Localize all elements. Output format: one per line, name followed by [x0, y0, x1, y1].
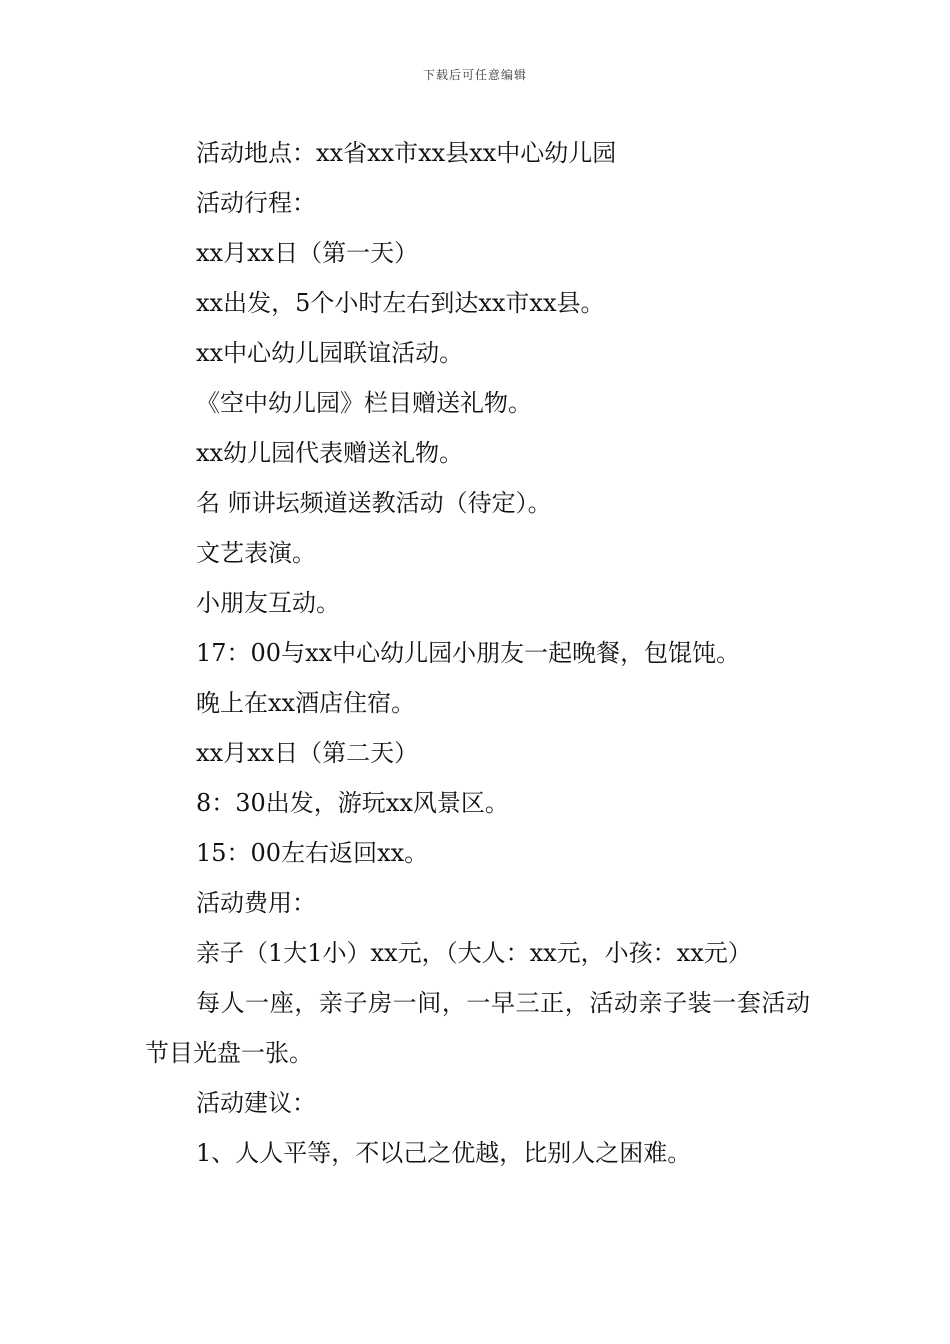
paragraph-price: 亲子（1大1小）xx元，（大人：xx元，小孩：xx元） — [196, 939, 752, 967]
text-line-suggestion-heading: 活动建议： — [196, 1089, 316, 1117]
text-line-cost-heading: 活动费用： — [196, 889, 316, 917]
text-line-teaching-activity: 名 师讲坛频道送教活动（待定）。 — [196, 489, 552, 517]
paragraph-included-items: 每人一座，亲子房一间，一早三正，活动亲子装一套活动节目光盘一张。 — [145, 989, 810, 1067]
text-line-suggestion-one: 1、人人平等，不以己之优越，比别人之困难。 — [196, 1139, 692, 1167]
text-line-dinner: 17：00与xx中心幼儿园小朋友一起晚餐，包馄饨。 — [196, 639, 741, 667]
text-line-program-gift: 《空中幼儿园》栏目赠送礼物。 — [196, 389, 532, 417]
text-line-performance: 文艺表演。 — [196, 539, 316, 567]
page-header-note: 下载后可任意编辑 — [422, 68, 527, 82]
text-line-scenic-tour: 8：30出发，游玩xx风景区。 — [196, 789, 509, 817]
text-line-kindergarten-gift: xx幼儿园代表赠送礼物。 — [196, 439, 464, 467]
text-line-interaction: 小朋友互动。 — [196, 589, 340, 617]
text-line-day-one: xx月xx日（第一天） — [196, 239, 419, 267]
text-line-day-two: xx月xx日（第二天） — [196, 739, 419, 767]
document-body — [145, 128, 810, 1178]
text-line-hotel: 晚上在xx酒店住宿。 — [196, 689, 416, 717]
text-line-departure: xx出发，5个小时左右到达xx市xx县。 — [196, 289, 605, 317]
text-line-location: 活动地点：xx省xx市xx县xx中心幼儿园 — [196, 139, 617, 167]
text-line-return: 15：00左右返回xx。 — [196, 839, 429, 867]
text-line-itinerary-heading: 活动行程： — [196, 189, 316, 217]
text-line-friendship-activity: xx中心幼儿园联谊活动。 — [196, 339, 464, 367]
